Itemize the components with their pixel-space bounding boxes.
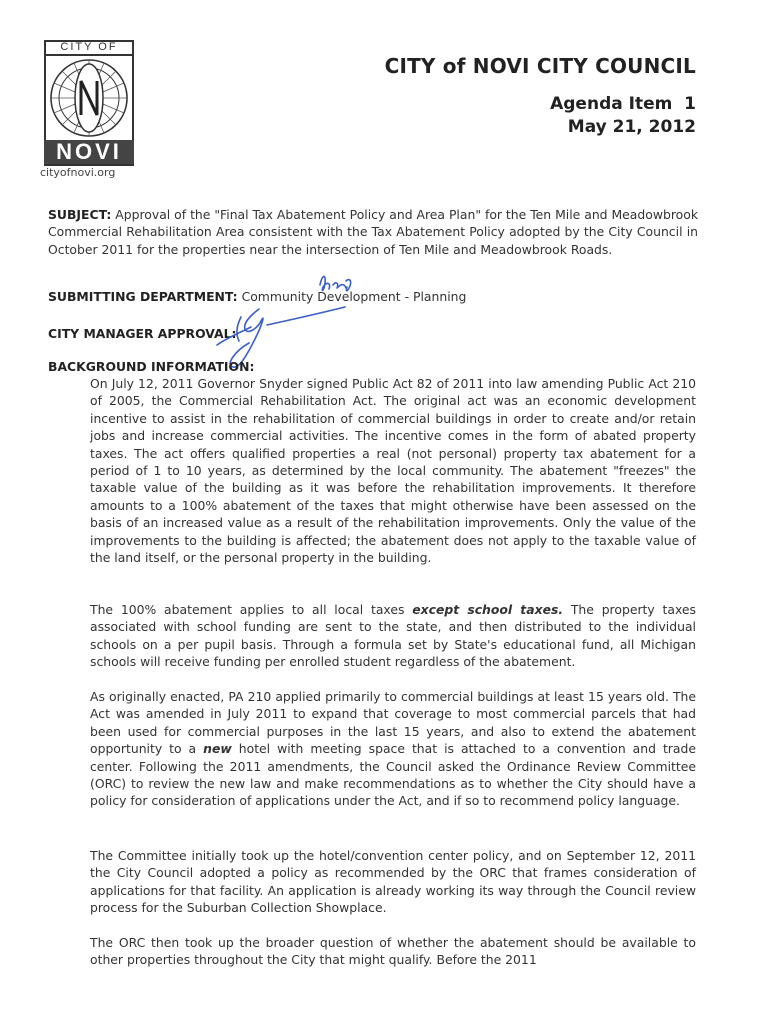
subject-label: SUBJECT: — [48, 207, 112, 222]
agenda-item: Agenda Item 1 — [550, 94, 696, 114]
background-paragraph-4: The Committee initially took up the hotel/convention center policy, and on September 12, 2011 the City Council adopted a policy as recommended by the ORC that frames consideration of applications for that facility. An application is already working its way through the Council review process for the Suburban Collection Showplace. — [90, 848, 696, 916]
logo-bottom-text: NOVI — [44, 140, 134, 164]
council-title: CITY of NOVI CITY COUNCIL — [384, 54, 696, 78]
logo-emblem-icon — [48, 57, 130, 139]
city-logo — [40, 40, 138, 165]
background-label: BACKGROUND INFORMATION: — [48, 359, 255, 374]
background-paragraph-1: On July 12, 2011 Governor Snyder signed Public Act 82 of 2011 into law amending Public Act 210 of 2005, the Commercial Rehabilitation Act. The original act was an economic development incentive to assist in the rehabilitation of commercial buildings in order to create and/or retain jobs and increase commercial activities. The incentive comes in the form of abated property taxes. The act offers qualified properties a real (not personal) property tax abatement for a period of 1 to 10 years, as determined by the local community. The abatement "freezes" the taxable value of the building as it was before the rehabilitation improvements. It therefore amounts to a 100% abatement of the taxes that might otherwise have been assessed on the basis of an increased value as a result of the rehabilitation improvements. Only the value of the improvements to the building is affected; the abatement does not apply to the taxable value of the land itself, or the personal property in the building. — [90, 376, 696, 566]
subject-text: Approval of the "Final Tax Abatement Policy and Area Plan" for the Ten Mile and Meadowbrook Commercial Rehabilitation Area consistent with the Tax Abatement Policy adopted by the City Council in October 2011 for the properties near the intersection of Ten Mile and Meadowbrook Roads. — [48, 207, 698, 257]
background-paragraph-3 — [90, 688, 696, 810]
background-paragraph-2 — [90, 601, 696, 671]
submitting-department-value: Community Development - Planning — [237, 289, 467, 304]
p3-text-before: As originally enacted, PA 210 applied primarily to commercial buildings at least 15 years old. The Act was amended in July 2011 to expand that coverage to most commercial parcels that had been used for commercial purposes in the last 15 years, and also to extend the abatement opportunity to a — [90, 689, 696, 757]
city-manager-approval-label: CITY MANAGER APPROVAL: — [48, 326, 237, 341]
background-paragraph-5: The ORC then took up the broader question of whether the abatement should be available to other properties throughout the City that might qualify. Before the 2011 — [90, 935, 696, 968]
logo-url: cityofnovi.org — [40, 166, 116, 179]
p3-emphasis: new — [203, 741, 232, 757]
p2-emphasis: except school taxes. — [412, 602, 564, 617]
logo-top-text: CITY OF — [44, 40, 134, 56]
background-heading — [48, 358, 254, 375]
p3-text-after: hotel with meeting space that is attached to a convention and trade center. Following the 2011 amendments, the Council asked the Ordinance Review Committee (ORC) to review the new law and make recommendations as to whether the City should have a policy for consideration of applications under the Act, and if so to recommend policy language. — [90, 741, 696, 809]
submitting-department-label: SUBMITTING DEPARTMENT: — [48, 289, 238, 304]
p2-text-before: The 100% abatement applies to all local taxes — [90, 602, 413, 617]
subject-section — [48, 206, 698, 258]
agenda-date: May 21, 2012 — [567, 117, 696, 137]
p2-text-after: The property taxes associated with school funding are sent to the state, and then distributed to the individual schools on a per pupil basis. Through a formula set by State's educational fund, all Michigan schools will receive funding per enrolled student regardless of the abatement. — [90, 602, 696, 670]
